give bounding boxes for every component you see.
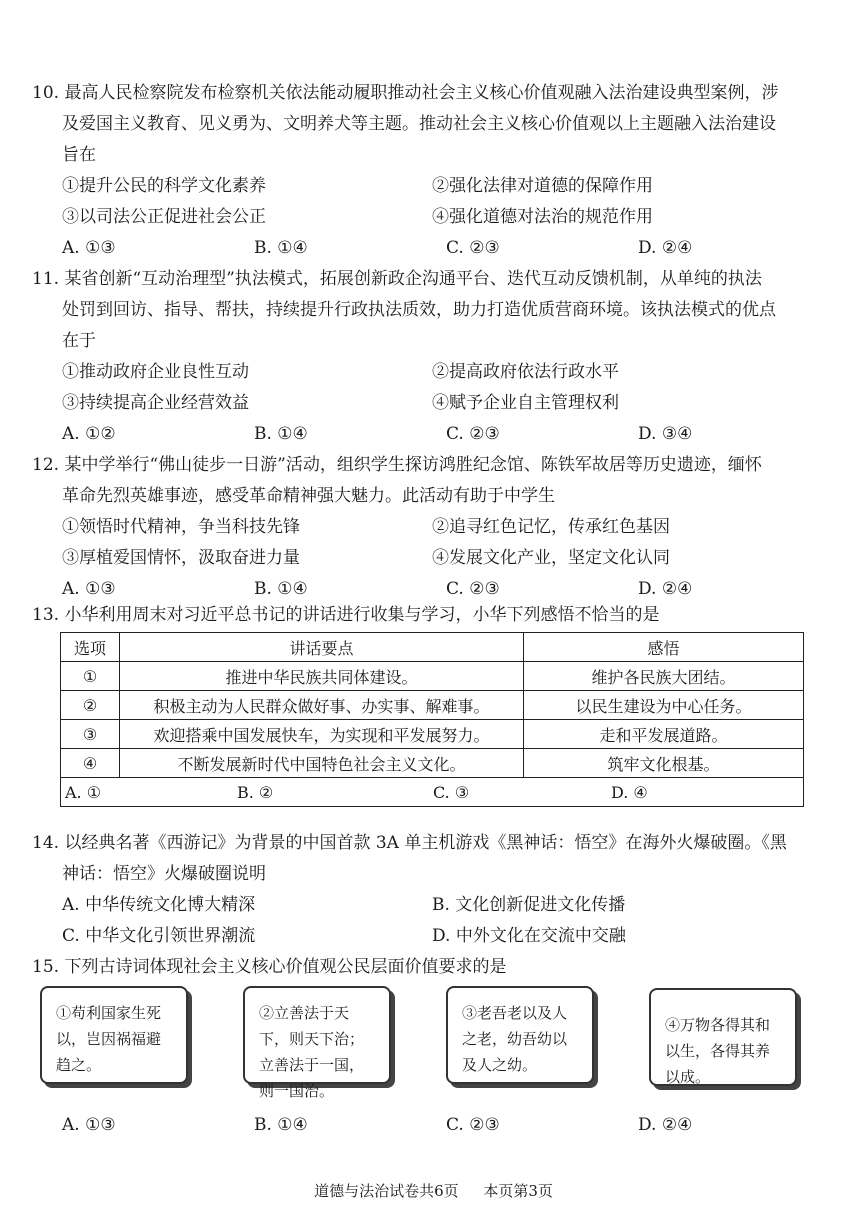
question-stem: 在于 xyxy=(62,331,96,351)
table-cell: ④ xyxy=(61,749,120,778)
answer-choice: A. ①③ xyxy=(62,579,116,599)
table-row xyxy=(61,662,804,691)
answer-choice: D. ②④ xyxy=(638,579,693,599)
question-stem: 10. 最高人民检察院发布检察机关依法能动履职推动社会主义核心价值观融入法治建设典型案例，涉 xyxy=(32,83,779,103)
table-header: 讲话要点 xyxy=(120,633,524,662)
answer-choice: C. ③ xyxy=(433,782,470,802)
statement-option: ④发展文化产业，坚定文化认同 xyxy=(432,548,670,568)
answer-choice: C. ②③ xyxy=(446,1115,500,1135)
question-14 xyxy=(32,828,832,952)
question-10 xyxy=(32,78,832,264)
answer-choice: B. ①④ xyxy=(254,1115,308,1135)
answer-choice: B. ①④ xyxy=(254,424,308,444)
statement-option: ③厚植爱国情怀，汲取奋进力量 xyxy=(62,548,300,568)
statement-option: ④赋予企业自主管理权利 xyxy=(432,393,619,413)
table-header-row xyxy=(61,633,804,662)
answer-choice: A. ①③ xyxy=(62,1115,116,1135)
answer-choice: B. 文化创新促进文化传播 xyxy=(432,895,626,915)
question-stem: 14. 以经典名著《西游记》为背景的中国首款 3A 单主机游戏《黑神话：悟空》在海外火爆破圈。《黑 xyxy=(32,833,787,853)
table-cell: 不断发展新时代中国特色社会主义文化。 xyxy=(120,749,524,778)
poem-card: ①苟利国家生死以，岂因祸福避趋之。 xyxy=(40,986,188,1084)
answer-choice: B. ①④ xyxy=(254,238,308,258)
table-cell: 维护各民族大团结。 xyxy=(524,662,804,691)
question-stem: 15. 下列古诗词体现社会主义核心价值观公民层面价值要求的是 xyxy=(32,957,507,977)
table-header: 感悟 xyxy=(524,633,804,662)
table-row xyxy=(61,720,804,749)
table-row xyxy=(61,778,804,807)
answer-choice: A. ① xyxy=(65,782,102,802)
statement-option: ③持续提高企业经营效益 xyxy=(62,393,249,413)
answer-choice: C. 中华文化引领世界潮流 xyxy=(62,926,256,946)
answer-choice: C. ②③ xyxy=(446,238,500,258)
footer-page-number: 本页第3页 xyxy=(483,1182,553,1200)
q13-table xyxy=(60,632,804,807)
question-stem: 神话：悟空》火爆破圈说明 xyxy=(62,864,266,884)
table-cell: ② xyxy=(61,691,120,720)
question-stem: 处罚到回访、指导、帮扶，持续提升行政执法质效，助力打造优质营商环境。该执法模式的优点 xyxy=(62,300,776,320)
table-cell: 积极主动为人民群众做好事、办实事、解难事。 xyxy=(120,691,524,720)
question-stem: 11. 某省创新“互动治理型”执法模式，拓展创新政企沟通平台、迭代互动反馈机制，从单纯的执法 xyxy=(32,269,762,289)
statement-option: ③以司法公正促进社会公正 xyxy=(62,207,266,227)
answer-choice: D. ③④ xyxy=(638,424,693,444)
question-12 xyxy=(32,450,832,605)
statement-option: ②强化法律对道德的保障作用 xyxy=(432,176,653,196)
table-cell: ① xyxy=(61,662,120,691)
question-stem: 及爱国主义教育、见义勇为、文明养犬等主题。推动社会主义核心价值观以上主题融入法治建设 xyxy=(62,114,776,134)
table-row xyxy=(61,691,804,720)
question-15 xyxy=(32,952,832,983)
question-13 xyxy=(32,600,832,631)
answer-choice: A. ①③ xyxy=(62,238,116,258)
table-cell: ③ xyxy=(61,720,120,749)
poem-card: ④万物各得其和以生，各得其养以成。 xyxy=(649,988,797,1086)
answer-choice: D. ②④ xyxy=(638,238,693,258)
poem-card: ③老吾老以及人之老，幼吾幼以及人之幼。 xyxy=(446,986,594,1084)
statement-option: ①提升公民的科学文化素养 xyxy=(62,176,266,196)
answer-choice: B. ①④ xyxy=(254,579,308,599)
footer-total-pages: 道德与法治试卷共6页 xyxy=(314,1182,459,1200)
answer-choice: A. 中华传统文化博大精深 xyxy=(62,895,256,915)
answer-choice: D. ②④ xyxy=(638,1115,693,1135)
answer-choice: B. ② xyxy=(237,782,274,802)
question-stem: 革命先烈英雄事迹，感受革命精神强大魅力。此活动有助于中学生 xyxy=(62,486,555,506)
question-stem: 13. 小华利用周末对习近平总书记的讲话进行收集与学习，小华下列感悟不恰当的是 xyxy=(32,605,660,625)
statement-option: ②追寻红色记忆，传承红色基因 xyxy=(432,517,670,537)
table-cell: 走和平发展道路。 xyxy=(524,720,804,749)
question-11 xyxy=(32,264,832,450)
question-15-choices xyxy=(32,1110,832,1141)
answer-choice: A. ①② xyxy=(62,424,116,444)
table-cell: 欢迎搭乘中国发展快车，为实现和平发展努力。 xyxy=(120,720,524,749)
table-header: 选项 xyxy=(61,633,120,662)
question-stem: 12. 某中学举行“佛山徒步一日游”活动，组织学生探访鸿胜纪念馆、陈铁军故居等历史遗迹，缅怀 xyxy=(32,455,762,475)
statement-option: ①推动政府企业良性互动 xyxy=(62,362,249,382)
poem-card: ②立善法于天下，则天下治；立善法于一国，则一国治。 xyxy=(243,986,391,1084)
table-cell: 筑牢文化根基。 xyxy=(524,749,804,778)
page-footer xyxy=(0,1180,867,1201)
question-stem: 旨在 xyxy=(62,145,96,165)
answer-choice: D. ④ xyxy=(611,782,648,802)
answer-choice: D. 中外文化在交流中交融 xyxy=(432,926,626,946)
table-cell: 推进中华民族共同体建设。 xyxy=(120,662,524,691)
table-cell: 以民生建设为中心任务。 xyxy=(524,691,804,720)
answer-choice: C. ②③ xyxy=(446,579,500,599)
statement-option: ①领悟时代精神，争当科技先锋 xyxy=(62,517,300,537)
statement-option: ④强化道德对法治的规范作用 xyxy=(432,207,653,227)
table-row xyxy=(61,749,804,778)
answer-choice: C. ②③ xyxy=(446,424,500,444)
statement-option: ②提高政府依法行政水平 xyxy=(432,362,619,382)
